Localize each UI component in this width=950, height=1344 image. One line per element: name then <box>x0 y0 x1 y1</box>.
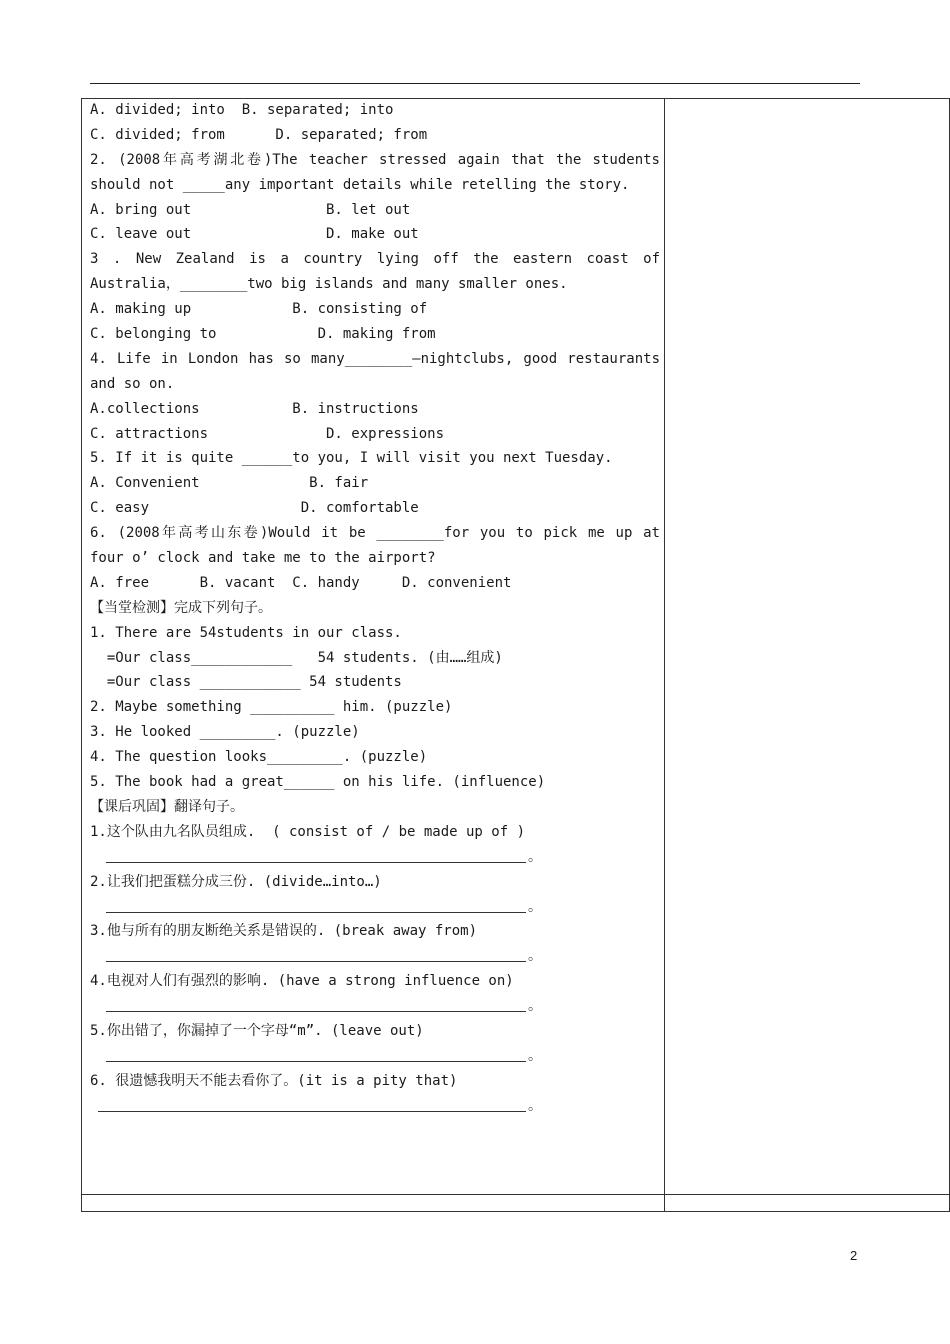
answer-period: 。 <box>528 848 542 865</box>
translation-prompt: 1.这个队由九名队员组成. ( consist of / be made up of ) <box>90 823 526 840</box>
check-line: 1. There are 54students in our class. <box>90 624 402 641</box>
translation-prompt: 6. 很遗憾我明天不能去看你了。(it is a pity that) <box>90 1072 458 1089</box>
answer-period: 。 <box>528 898 542 915</box>
exercise-line: C. divided; from D. separated; from <box>90 126 428 143</box>
answer-line-row <box>90 1094 660 1119</box>
translation-prompt: 5.你出错了，你漏掉了一个字母“m”. (leave out) <box>90 1022 424 1039</box>
answer-blank <box>106 1047 526 1062</box>
check-line: 3. He looked _________. (puzzle) <box>90 724 360 741</box>
translation-prompt: 3.他与所有的朋友断绝关系是错误的. (break away from) <box>90 923 478 940</box>
answer-period: 。 <box>528 998 542 1015</box>
check-line: 2. Maybe something __________ him. (puzzle) <box>90 699 453 716</box>
page-number: 2 <box>850 1248 858 1263</box>
exercise-line: A. making up B. consisting of <box>90 301 428 318</box>
exercise-line: Australia，________two big islands and many smaller ones. <box>90 276 568 293</box>
exercise-line: four o’ clock and take me to the airport? <box>90 550 436 567</box>
section-heading-check: 【当堂检测】完成下列句子。 <box>90 599 272 616</box>
answer-blank <box>106 997 526 1012</box>
exercise-line: A. free B. vacant C. handy D. convenient <box>90 574 512 591</box>
answer-period: 。 <box>528 948 542 965</box>
exercise-line: 5. If it is quite ______to you, I will visit you next Tuesday. <box>90 450 613 467</box>
exercise-line: should not _____any important details while retelling the story. <box>90 176 630 193</box>
row-divider <box>81 1194 950 1195</box>
answer-period: 。 <box>528 1047 542 1064</box>
exercise-line: A. Convenient B. fair <box>90 475 369 492</box>
exercise-line: 3 . New Zealand is a country lying off the eastern coast of <box>90 251 660 268</box>
exercise-line: A.collections B. instructions <box>90 400 419 417</box>
answer-blank <box>106 848 526 863</box>
exercise-line: C. easy D. comfortable <box>90 500 419 517</box>
exercise-line: and so on. <box>90 375 175 392</box>
exercise-line: 6. (2008年高考山东卷)Would it be ________for you to pick me up at <box>90 525 660 542</box>
answer-line-row <box>90 944 660 969</box>
answer-line-row <box>90 895 660 920</box>
answer-blank <box>98 1097 526 1112</box>
exercise-line: C. belonging to D. making from <box>90 326 436 343</box>
answer-line-row <box>90 845 660 870</box>
check-line: =Our class ____________ 54 students <box>90 674 402 691</box>
worksheet-content <box>90 98 660 1119</box>
answer-line-row <box>90 1044 660 1069</box>
translation-prompt: 4.电视对人们有强烈的影响. (have a strong influence on) <box>90 973 514 990</box>
answer-line-row <box>90 994 660 1019</box>
exercise-line: 4. Life in London has so many________—nightclubs, good restaurants <box>90 350 660 367</box>
translation-prompt: 2.让我们把蛋糕分成三份. (divide…into…) <box>90 873 382 890</box>
check-line: 4. The question looks_________. (puzzle) <box>90 749 428 766</box>
exercise-line: A. divided; into B. separated; into <box>90 102 394 118</box>
exercise-line: A. bring out B. let out <box>90 201 411 218</box>
section-heading-consolidate: 【课后巩固】翻译句子。 <box>90 798 244 815</box>
answer-blank <box>106 898 526 913</box>
header-rule <box>90 83 860 84</box>
answer-period: 。 <box>528 1097 542 1114</box>
exercise-line: C. attractions D. expressions <box>90 425 445 442</box>
exercise-line: C. leave out D. make out <box>90 226 419 243</box>
check-line: 5. The book had a great______ on his life. (influence) <box>90 774 546 791</box>
check-line: =Our class____________ 54 students. (由……组成) <box>90 649 503 666</box>
answer-blank <box>106 947 526 962</box>
column-divider <box>664 98 665 1212</box>
exercise-line: 2. (2008年高考湖北卷)The teacher stressed again that the students <box>90 151 660 168</box>
